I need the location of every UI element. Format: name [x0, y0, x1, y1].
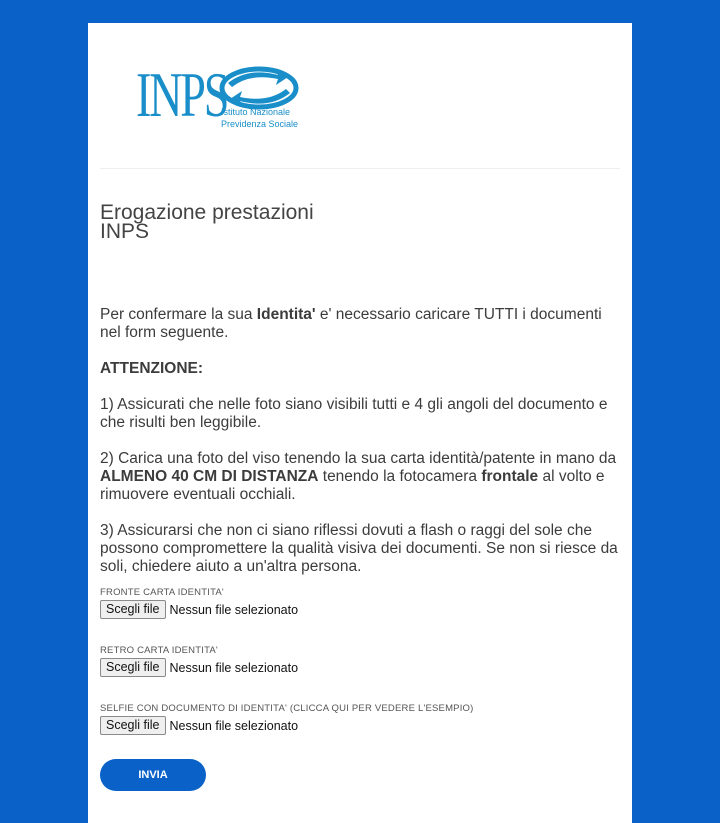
page-title-line1: Erogazione prestazioni	[100, 201, 314, 224]
front-id-choose-button[interactable]: Scegli file	[100, 600, 166, 619]
back-id-choose-button[interactable]: Scegli file	[100, 658, 166, 677]
selfie-choose-button[interactable]: Scegli file	[100, 716, 166, 735]
submit-button[interactable]: INVIA	[100, 759, 206, 791]
front-id-label: FRONTE CARTA IDENTITA'	[100, 587, 224, 598]
instructions	[100, 306, 622, 576]
header-divider	[100, 168, 620, 169]
instruction-point-2: 2) Carica una foto del viso tenendo la sua carta identità/patente in mano da ALMENO 40 CM DI DISTANZA tenendo la fotocamera frontale al volto e rimuovere eventuali occhiali.	[100, 450, 617, 503]
attention-heading: ATTENZIONE:	[100, 360, 204, 377]
back-id-file-status: Nessun file selezionato	[169, 660, 299, 675]
front-id-file-input[interactable]	[100, 600, 298, 619]
inps-logo	[136, 59, 306, 135]
page-title-line2: INPS	[100, 220, 150, 243]
back-id-label: RETRO CARTA IDENTITA'	[100, 645, 218, 656]
page-title	[100, 203, 400, 241]
form-card	[88, 23, 632, 823]
selfie-file-input[interactable]	[100, 716, 298, 735]
logo-swirl-icon	[218, 65, 300, 111]
logo-subtitle-line2: Previdenza Sociale	[221, 119, 299, 129]
selfie-label[interactable]: SELFIE CON DOCUMENTO DI IDENTITA' (CLICCA QUI PER VEDERE L'ESEMPIO)	[100, 703, 474, 714]
back-id-file-input[interactable]	[100, 658, 298, 677]
instruction-point-3: 3) Assicurarsi che non ci siano riflessi dovuti a flash o raggi del sole che possono compromettere la qualità visiva dei documenti. Se non si riesce da soli, chiedere aiuto a un'altra persona.	[100, 522, 618, 575]
selfie-file-status: Nessun file selezionato	[169, 718, 299, 733]
instruction-point-1: 1) Assicurati che nelle foto siano visibili tutti e 4 gli angoli del documento e che risulti ben leggibile.	[100, 396, 608, 431]
logo-wordmark: INPS	[136, 59, 228, 130]
intro-text: Per confermare la sua Identita' e' necessario caricare TUTTI i documenti nel form seguente.	[100, 306, 602, 341]
front-id-file-status: Nessun file selezionato	[169, 602, 299, 617]
logo-subtitle-line1: Istituto Nazionale	[221, 107, 291, 117]
